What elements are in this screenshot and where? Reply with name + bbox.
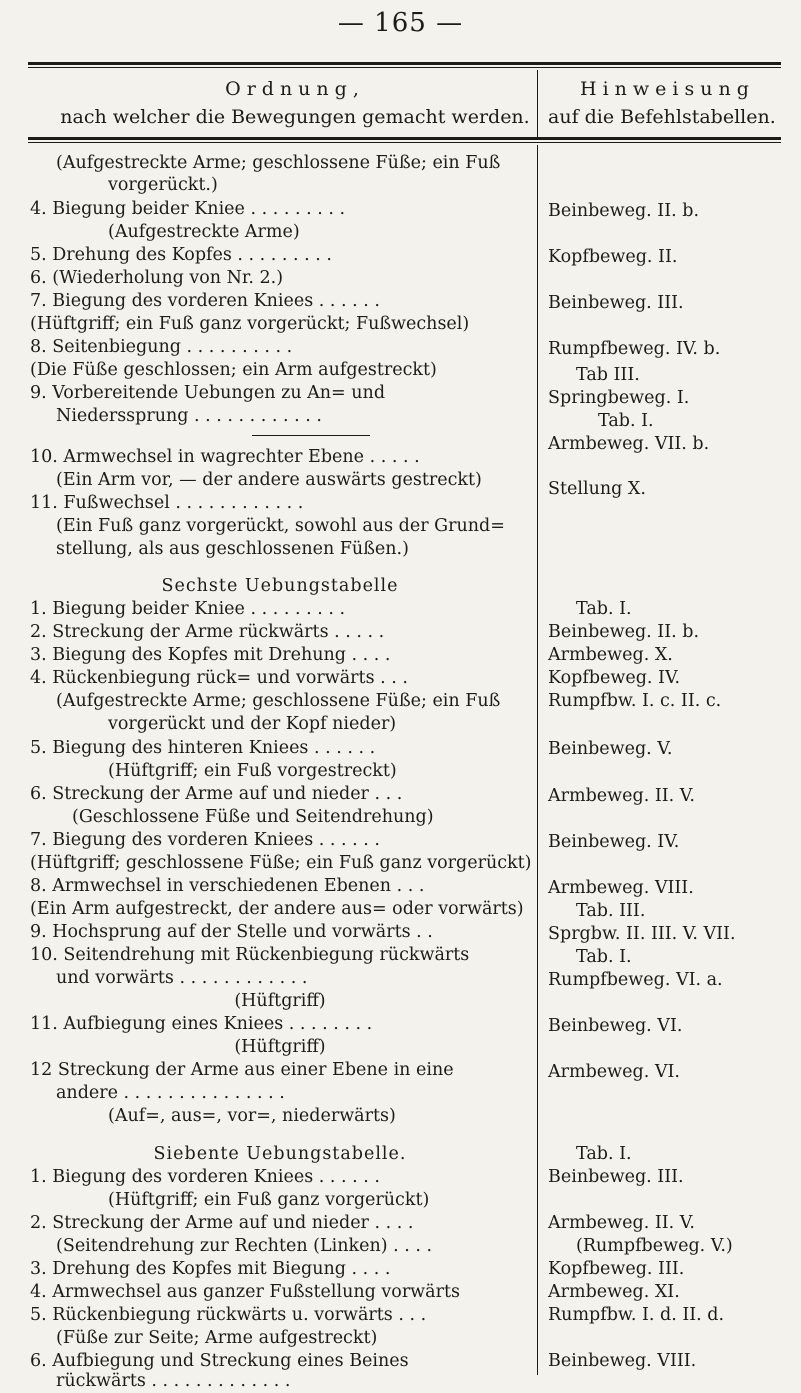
section-divider xyxy=(252,435,370,436)
top-rule-thin xyxy=(28,67,781,68)
text-line: (Aufgestreckte Arme; geschlossene Füße; ein Fuß xyxy=(56,153,501,173)
reference-entry: Rumpfbw. I. d. II. d. xyxy=(548,1305,725,1325)
reference-entry: Kopfbeweg. II. xyxy=(548,247,678,267)
exercise-item: 1. Biegung des vorderen Kniees . . . . . . xyxy=(30,1167,380,1187)
exercise-item: 9. Vorbereitende Uebungen zu An= und xyxy=(30,383,386,403)
reference-entry: Armbeweg. VI. xyxy=(548,1062,680,1082)
exercise-item: 11. Fußwechsel . . . . . . . . . . . . xyxy=(30,493,304,513)
text-line: (Ein Arm vor, — der andere auswärts gestreckt) xyxy=(56,470,482,490)
text-line: (Geschlossene Füße und Seitendrehung) xyxy=(72,807,434,827)
reference-entry: Tab. I. xyxy=(576,1144,632,1164)
text-line: stellung, als aus geschlossenen Füßen.) xyxy=(56,539,409,559)
reference-entry: Armbeweg. XI. xyxy=(548,1282,680,1302)
exercise-item: 6. (Wiederholung von Nr. 2.) xyxy=(30,268,284,288)
text-line: Niederssprung . . . . . . . . . . . . xyxy=(56,406,322,426)
reference-entry: Armbeweg. X. xyxy=(548,645,673,665)
reference-entry: Rumpfbeweg. IV. b. xyxy=(548,339,721,359)
reference-entry: Beinbeweg. VI. xyxy=(548,1016,683,1036)
exercise-item: 6. Aufbiegung und Streckung eines Beines xyxy=(30,1351,409,1371)
reference-entry: Beinbeweg. III. xyxy=(548,293,684,313)
exercise-item: 3. Drehung des Kopfes mit Biegung . . . . xyxy=(30,1259,391,1279)
exercise-item: 9. Hochsprung auf der Stelle und vorwärts . . xyxy=(30,922,433,942)
column-header-right xyxy=(548,75,788,131)
header-rule-thin xyxy=(28,142,781,143)
exercise-item: 1. Biegung beider Kniee . . . . . . . . . xyxy=(30,599,346,619)
text-line: (Hüftgriff) xyxy=(234,991,326,1011)
reference-entry: Beinbeweg. II. b. xyxy=(548,622,700,642)
reference-entry: Beinbeweg. III. xyxy=(548,1167,684,1187)
text-line: (Hüftgriff; ein Fuß ganz vorgerückt; Fußwechsel) xyxy=(30,314,470,334)
reference-entry: Rumpfbw. I. c. II. c. xyxy=(548,691,722,711)
reference-entry: Armbeweg. VII. b. xyxy=(548,434,710,454)
text-line: (Hüftgriff; ein Fuß vorgestreckt) xyxy=(108,761,397,781)
text-line: (Hüftgriff; ein Fuß ganz vorgerückt) xyxy=(108,1190,430,1210)
text-line: und vorwärts . . . . . . . . . . . . xyxy=(56,968,308,988)
text-line: (Seitendrehung zur Rechten (Linken) . . . . xyxy=(56,1236,433,1256)
exercise-item: 4. Armwechsel aus ganzer Fußstellung vorwärts xyxy=(30,1282,460,1302)
exercise-item: 5. Rückenbiegung rückwärts u. vorwärts . . . xyxy=(30,1305,427,1325)
reference-entry: Armbeweg. II. V. xyxy=(548,1213,695,1233)
reference-entry: Armbeweg. II. V. xyxy=(548,786,695,806)
exercise-item: 8. Seitenbiegung . . . . . . . . . . xyxy=(30,337,293,357)
reference-entry: Kopfbeweg. IV. xyxy=(548,668,681,688)
header-rule xyxy=(28,137,781,140)
exercise-item: 5. Biegung des hinteren Kniees . . . . . . xyxy=(30,738,376,758)
reference-entry: Tab. I. xyxy=(576,599,632,619)
reference-entry: Beinbeweg. IV. xyxy=(548,832,680,852)
header-right-subtitle: auf die Befehlstabellen. xyxy=(548,106,776,128)
text-line: vorgerückt.) xyxy=(108,175,218,195)
section-heading: Sechste Uebungstabelle xyxy=(161,576,399,596)
reference-entry: Stellung X. xyxy=(548,479,646,499)
exercise-item: 7. Biegung des vorderen Kniees . . . . . . xyxy=(30,830,380,850)
reference-entry: Beinbeweg. II. b. xyxy=(548,201,700,221)
exercise-item: 5. Drehung des Kopfes . . . . . . . . . xyxy=(30,245,332,265)
text-line: (Hüftgriff) xyxy=(234,1037,326,1057)
text-line: (Aufgestreckte Arme) xyxy=(108,222,300,242)
exercise-item: 6. Streckung der Arme auf und nieder . . . xyxy=(30,784,403,804)
text-line: (Hüftgriff; geschlossene Füße; ein Fuß ganz vorgerückt) xyxy=(30,853,532,873)
reference-entry: Beinbeweg. VIII. xyxy=(548,1351,697,1371)
exercise-item: 10. Seitendrehung mit Rückenbiegung rückwärts xyxy=(30,945,470,965)
exercise-item: 3. Biegung des Kopfes mit Drehung . . . . xyxy=(30,645,391,665)
reference-entry: Springbeweg. I. xyxy=(548,388,690,408)
reference-entry: Tab. I. xyxy=(598,411,654,431)
exercise-item: 4. Biegung beider Kniee . . . . . . . . . xyxy=(30,199,346,219)
text-line: (Auf=, aus=, vor=, niederwärts) xyxy=(108,1106,396,1126)
column-header-left xyxy=(60,75,530,131)
text-line: (Aufgestreckte Arme; geschlossene Füße; ein Fuß xyxy=(56,691,501,711)
text-line: (Die Füße geschlossen; ein Arm aufgestreckt) xyxy=(30,360,437,380)
text-line: (Ein Arm aufgestreckt, der andere aus= oder vorwärts) xyxy=(30,899,524,919)
exercise-item: 8. Armwechsel in verschiedenen Ebenen . . . xyxy=(30,876,425,896)
reference-entry: Tab. I. xyxy=(576,947,632,967)
text-line: andere . . . . . . . . . . . . . . . xyxy=(56,1083,285,1103)
section-heading: Siebente Uebungstabelle. xyxy=(153,1144,407,1164)
reference-entry: Tab. III. xyxy=(576,901,646,921)
exercise-item: 10. Armwechsel in wagrechter Ebene . . . . . xyxy=(30,447,420,467)
exercise-item: 2. Streckung der Arme rückwärts . . . . . xyxy=(30,622,385,642)
text-line: vorgerückt und der Kopf nieder) xyxy=(108,714,397,734)
exercise-item: 2. Streckung der Arme auf und nieder . . . . xyxy=(30,1213,414,1233)
header-divider xyxy=(537,70,538,137)
exercise-item: 12 Streckung der Arme aus einer Ebene in eine xyxy=(30,1060,454,1080)
header-left-title: Ordnung, xyxy=(225,78,365,100)
reference-entry: Tab III. xyxy=(576,365,640,385)
exercise-item: 11. Aufbiegung eines Kniees . . . . . . . . xyxy=(30,1014,373,1034)
page-number: — 165 — xyxy=(337,8,464,38)
reference-entry: Kopfbeweg. III. xyxy=(548,1259,685,1279)
top-rule xyxy=(28,62,781,65)
exercise-item: 7. Biegung des vorderen Kniees . . . . . . xyxy=(30,291,380,311)
text-line: rückwärts . . . . . . . . . . . . . xyxy=(56,1371,291,1391)
text-line: (Ein Fuß ganz vorgerückt, sowohl aus der Grund= xyxy=(56,516,505,536)
reference-entry: (Rumpfbeweg. V.) xyxy=(576,1236,733,1256)
reference-entry: Sprgbw. II. III. V. VII. xyxy=(548,924,736,944)
reference-entry: Rumpfbeweg. VI. a. xyxy=(548,970,723,990)
reference-entry: Armbeweg. VIII. xyxy=(548,878,694,898)
text-line: (Füße zur Seite; Arme aufgestreckt) xyxy=(56,1328,378,1348)
exercise-item: 4. Rückenbiegung rück= und vorwärts . . . xyxy=(30,668,408,688)
header-right-title: Hinweisung xyxy=(580,78,755,100)
column-divider xyxy=(537,145,538,1375)
header-left-subtitle: nach welcher die Bewegungen gemacht werden. xyxy=(60,106,530,128)
reference-entry: Beinbeweg. V. xyxy=(548,739,673,759)
